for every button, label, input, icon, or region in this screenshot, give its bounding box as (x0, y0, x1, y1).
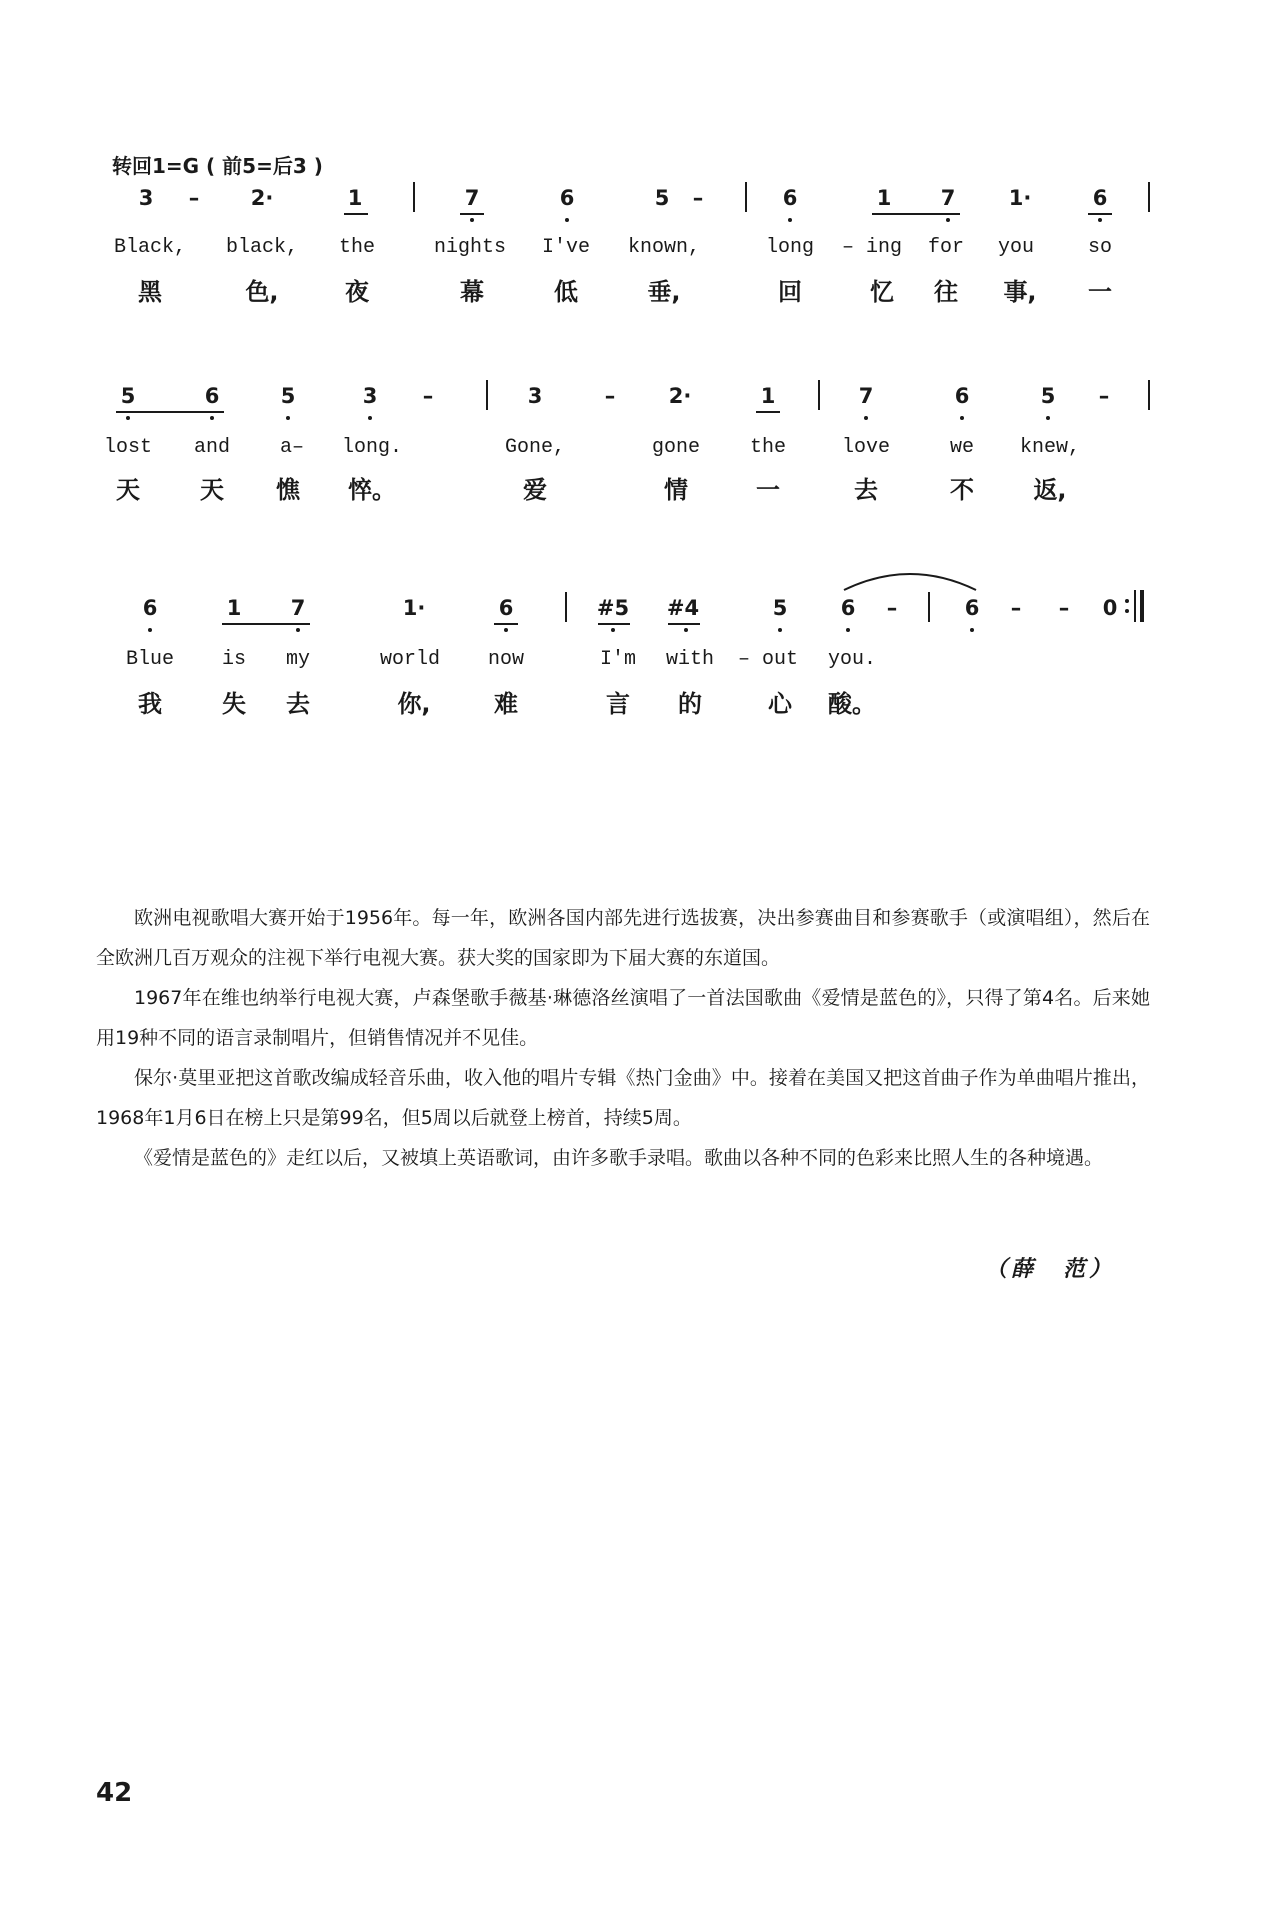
lyric: 幕 (460, 278, 484, 306)
underline (598, 623, 630, 625)
note: 5 (280, 384, 296, 408)
note: 6 (964, 596, 980, 620)
low-octave-dot (286, 416, 290, 420)
key-signature: 转回1=G ( 前5=后3 ) (112, 154, 323, 178)
paragraph: 《爱情是蓝色的》走红以后，又被填上英语歌词，由许多歌手录唱。歌曲以各种不同的色彩来比照人生的各种境遇。 (134, 1147, 1104, 1169)
note: 6 (840, 596, 856, 620)
lyric: 夜 (345, 278, 369, 306)
note: 6 (498, 596, 514, 620)
lyric: 你, (397, 690, 431, 718)
lyric: 去 (854, 476, 878, 504)
lyric: 失 (222, 690, 246, 718)
lyric: 垂, (647, 278, 681, 306)
low-octave-dot (611, 628, 615, 632)
lyric: 天 (116, 476, 140, 504)
low-octave-dot (960, 416, 964, 420)
note: 3 (527, 384, 543, 408)
low-octave-dot (368, 416, 372, 420)
note: 3 (362, 384, 378, 408)
lyric: 难 (494, 690, 518, 718)
lyric: I've (541, 236, 591, 259)
note: 1 (760, 384, 776, 408)
paragraph: 1967年在维也纳举行电视大赛，卢森堡歌手薇基·琳德洛丝演唱了一首法国歌曲《爱情是蓝色的》，只得了第4名。后来她用19种不同的语言录制唱片，但销售情况并不见佳。 (96, 987, 1150, 1049)
lyric: for (927, 236, 965, 259)
lyric: known, (627, 236, 701, 259)
lyric: Black, (113, 236, 187, 259)
note: 3 (138, 186, 154, 210)
underline (756, 411, 780, 413)
lyric: 低 (554, 278, 578, 306)
low-octave-dot (846, 628, 850, 632)
lyric: 的 (678, 690, 702, 718)
lyric: – out (737, 648, 799, 671)
lyric: lost (103, 436, 153, 459)
lyric: so (1087, 236, 1113, 259)
page-number: 42 (96, 1778, 133, 1808)
lyric: you (997, 236, 1035, 259)
note: 2· (668, 384, 692, 408)
lyric: 心 (768, 690, 792, 718)
note: 7 (464, 186, 480, 210)
lyric: my (285, 648, 311, 671)
lyric: 忆 (870, 278, 894, 306)
lyric: world (379, 648, 441, 671)
note: 6 (782, 186, 798, 210)
note: 5 (1040, 384, 1056, 408)
lyric: 爱 (523, 476, 547, 504)
note: 1 (347, 186, 363, 210)
lyric: 一 (756, 476, 780, 504)
low-octave-dot (148, 628, 152, 632)
lyric: and (193, 436, 231, 459)
note: 7 (858, 384, 874, 408)
lyric: black, (225, 236, 299, 259)
note: #4 (666, 596, 700, 620)
lyric: with (665, 648, 715, 671)
lyric: Gone, (504, 436, 566, 459)
note: 2· (250, 186, 274, 210)
underline (494, 623, 518, 625)
low-octave-dot (684, 628, 688, 632)
barline (928, 592, 930, 622)
low-octave-dot (210, 416, 214, 420)
tie-arc (840, 564, 980, 594)
lyric: 我 (138, 690, 162, 718)
author-signature: （薛 范） (985, 1256, 1116, 1282)
lyric: 悴。 (348, 476, 396, 504)
note: 1· (1008, 186, 1032, 210)
barline (486, 380, 488, 410)
lyric: 色, (245, 278, 279, 306)
lyric: 情 (664, 476, 688, 504)
note: 1 (226, 596, 242, 620)
low-octave-dot (788, 218, 792, 222)
lyric: 去 (286, 690, 310, 718)
lyric: a– (279, 436, 305, 459)
low-octave-dot (970, 628, 974, 632)
note: 1 (876, 186, 892, 210)
note: 6 (142, 596, 158, 620)
lyric: Blue (125, 648, 175, 671)
lyric: 往 (934, 278, 958, 306)
lyric: we (949, 436, 975, 459)
low-octave-dot (504, 628, 508, 632)
lyric: long (765, 236, 815, 259)
dash: – (1010, 596, 1022, 620)
lyric: 回 (778, 278, 802, 306)
lyric: 黑 (138, 278, 162, 306)
lyric: I'm (599, 648, 637, 671)
lyric: you. (827, 648, 877, 671)
note: 7 (940, 186, 956, 210)
lyric: the (749, 436, 787, 459)
lyric: gone (651, 436, 701, 459)
dash: – (1058, 596, 1070, 620)
barline (818, 380, 820, 410)
note: 6 (559, 186, 575, 210)
low-octave-dot (864, 416, 868, 420)
lyric: the (338, 236, 376, 259)
dash: – (604, 384, 616, 408)
low-octave-dot (296, 628, 300, 632)
lyric: 一 (1088, 278, 1112, 306)
lyric: nights (433, 236, 507, 259)
underline (668, 623, 700, 625)
lyric: is (221, 648, 247, 671)
lyric: knew, (1019, 436, 1081, 459)
barline (413, 182, 415, 212)
note: 5 (772, 596, 788, 620)
dash: – (1098, 384, 1110, 408)
note: #5 (596, 596, 630, 620)
low-octave-dot (946, 218, 950, 222)
barline (1148, 380, 1150, 410)
underline (460, 213, 484, 215)
lyric: 返, (1033, 476, 1067, 504)
note: 5 (654, 186, 670, 210)
low-octave-dot (565, 218, 569, 222)
rest: 0 (1102, 596, 1118, 620)
lyric: now (487, 648, 525, 671)
lyric: love (841, 436, 891, 459)
barline (1148, 182, 1150, 212)
low-octave-dot (1046, 416, 1050, 420)
note: 6 (1092, 186, 1108, 210)
note: 1· (402, 596, 426, 620)
lyric: long. (341, 436, 403, 459)
low-octave-dot (126, 416, 130, 420)
lyric: – ing (841, 236, 903, 259)
article-body (96, 898, 1150, 1178)
dash: – (422, 384, 434, 408)
underline (222, 623, 310, 625)
underline (872, 213, 960, 215)
dash: – (692, 186, 704, 210)
low-octave-dot (470, 218, 474, 222)
underline (1088, 213, 1112, 215)
note: 5 (120, 384, 136, 408)
note: 6 (954, 384, 970, 408)
underline (344, 213, 368, 215)
low-octave-dot (1098, 218, 1102, 222)
dash: – (188, 186, 200, 210)
lyric: 言 (606, 690, 630, 718)
lyric: 天 (200, 476, 224, 504)
paragraph: 欧洲电视歌唱大赛开始于1956年。每一年，欧洲各国内部先进行选拔赛，决出参赛曲目和参赛歌手（或演唱组），然后在全欧洲几百万观众的注视下举行电视大赛。获大奖的国家即为下届大赛的东道国。 (96, 907, 1150, 969)
lyric: 憔 (276, 476, 300, 504)
note: 6 (204, 384, 220, 408)
low-octave-dot (778, 628, 782, 632)
underline (116, 411, 224, 413)
lyric: 酸。 (828, 690, 876, 718)
lyric: 事, (1003, 278, 1037, 306)
lyric: 不 (950, 476, 974, 504)
paragraph: 保尔·莫里亚把这首歌改编成轻音乐曲，收入他的唱片专辑《热门金曲》中。接着在美国又把这首曲子作为单曲唱片推出，1968年1月6日在榜上只是第99名，但5周以后就登上榜首，持续5周。 (96, 1067, 1150, 1129)
dash: – (886, 596, 898, 620)
barline (745, 182, 747, 212)
barline (565, 592, 567, 622)
note: 7 (290, 596, 306, 620)
